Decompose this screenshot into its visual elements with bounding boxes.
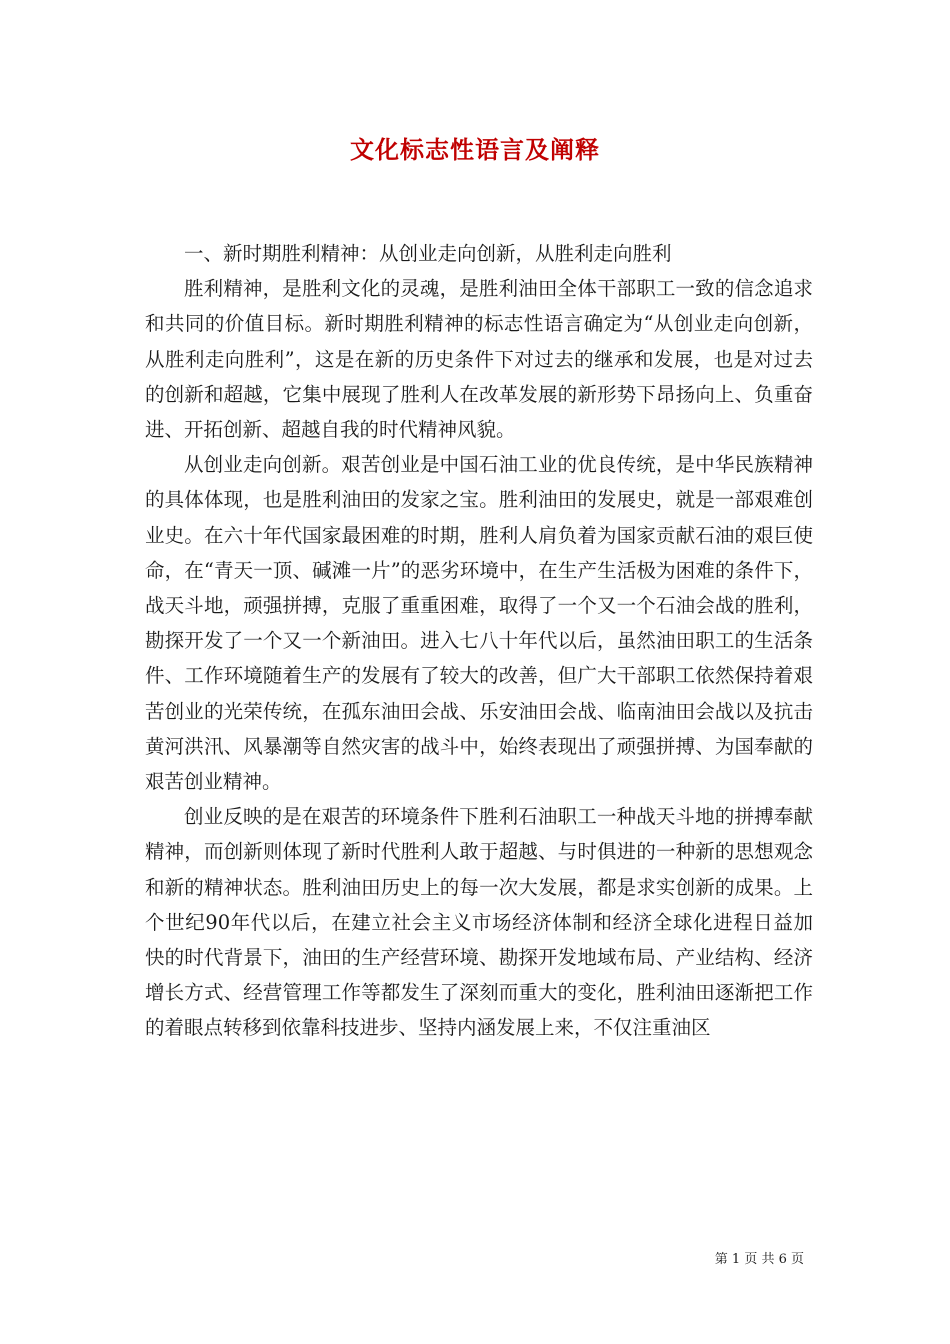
document-body [145, 236, 813, 1046]
paragraph-2: 从创业走向创新。艰苦创业是中国石油工业的优良传统，是中华民族精神的具体体现，也是胜利油田的发家之宝。胜利油田的发展史，就是一部艰难创业史。在六十年代国家最困难的时期，胜利人肩负着为国家贡献石油的艰巨使命，在“青天一顶、碱滩一片”的恶劣环境中，在生产生活极为困难的条件下，战天斗地，顽强拼搏，克服了重重困难，取得了一个又一个石油会战的胜利，勘探开发了一个又一个新油田。进入七八十年代以后，虽然油田职工的生活条件、工作环境随着生产的发展有了较大的改善，但广大干部职工依然保持着艰苦创业的光荣传统，在孤东油田会战、乐安油田会战、临南油田会战以及抗击黄河洪汛、风暴潮等自然灾害的战斗中，始终表现出了顽强拼搏、为国奉献的艰苦创业精神。 [145, 453, 813, 794]
section-heading: 一、新时期胜利精神：从创业走向创新，从胜利走向胜利 [184, 242, 672, 265]
paragraph-1: 胜利精神，是胜利文化的灵魂，是胜利油田全体干部职工一致的信念追求和共同的价值目标。新时期胜利精神的标志性语言确定为“从创业走向创新，从胜利走向胜利”，这是在新的历史条件下对过去的继承和发展，也是对过去的创新和超越，它集中展现了胜利人在改革发展的新形势下昂扬向上、负重奋进、开拓创新、超越自我的时代精神风貌。 [145, 277, 813, 442]
document-title: 文化标志性语言及阐释 [350, 135, 600, 164]
paragraph-3: 创业反映的是在艰苦的环境条件下胜利石油职工一种战天斗地的拼搏奉献精神，而创新则体现了新时代胜利人敢于超越、与时俱进的一种新的思想观念和新的精神状态。胜利油田历史上的每一次大发展，都是求实创新的成果。上个世纪90年代以后，在建立社会主义市场经济体制和经济全球化进程日益加快的时代背景下，油田的生产经营环境、勘探开发地域布局、产业结构、经济增长方式、经营管理工作等都发生了深刻而重大的变化，胜利油田逐渐把工作的着眼点转移到依靠科技进步、坚持内涵发展上来，不仅注重油区 [145, 805, 813, 1040]
page-indicator: 第 1 页 共 6 页 [714, 1252, 804, 1267]
